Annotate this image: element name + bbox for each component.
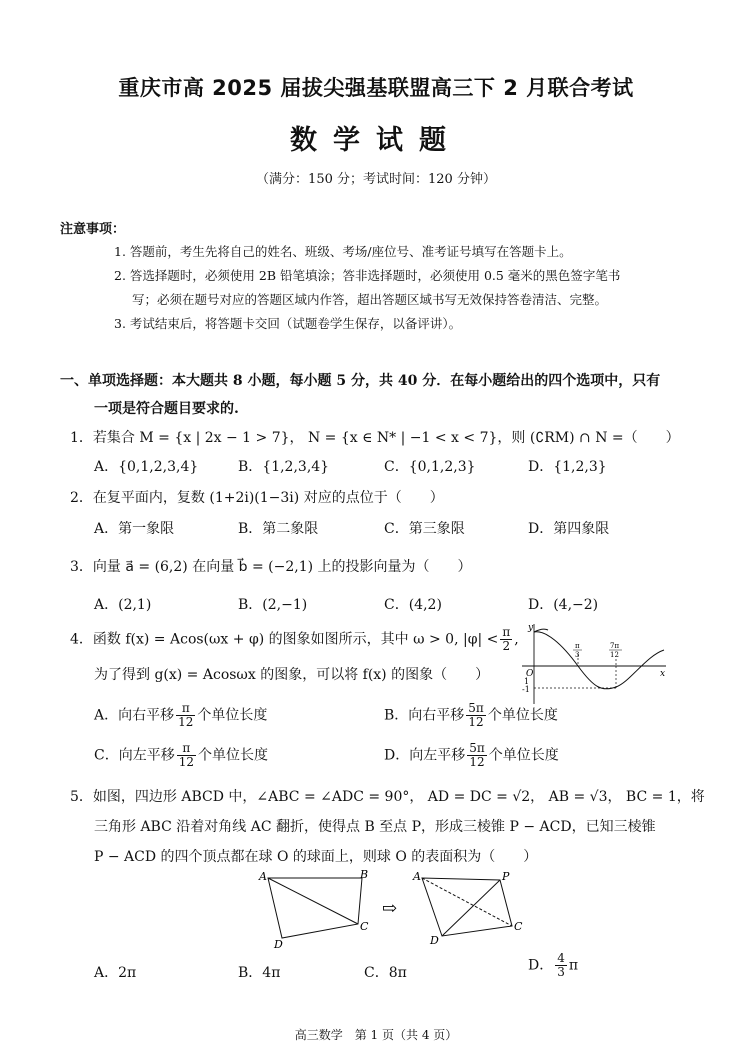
tick1-den: 3: [575, 651, 580, 659]
label-a: A: [259, 870, 267, 883]
q3-option-b: B．(2,−1): [238, 597, 308, 613]
q1-option-b: B．{1,2,3,4}: [238, 459, 330, 475]
frac-den: 2: [502, 639, 511, 653]
tick2-den: 12: [610, 651, 619, 659]
q4d-frac: [467, 742, 487, 769]
frac-num: π: [176, 702, 195, 716]
frac-den: 12: [178, 715, 194, 729]
q4a-frac: [176, 702, 195, 729]
q4d-unit: 个单位长度: [488, 747, 559, 764]
q2-option-c: C．第三象限: [384, 521, 465, 537]
q5-option-b: B．4π: [238, 965, 281, 981]
one-label: 1: [524, 677, 530, 686]
q4-option-a: [94, 702, 267, 729]
question-2-stem: 2．在复平面内，复数 (1+2i)(1−3i) 对应的点位于（ ）: [70, 490, 444, 506]
q5-option-d: [528, 952, 578, 979]
frac-num: 5π: [469, 741, 485, 755]
frac-den: 12: [469, 755, 485, 769]
q3-option-a: A．(2,1): [94, 597, 152, 613]
label-a2: A: [413, 870, 421, 883]
label-d: D: [274, 938, 283, 951]
q4-option-d: [384, 742, 559, 769]
question-5-stem-3: P − ACD 的四个顶点都在球 O 的球面上，则球 O 的表面积为（ ）: [94, 849, 538, 865]
y-label: y: [528, 623, 534, 633]
x-label: x: [660, 669, 666, 679]
q4-pi-over-2: [500, 626, 512, 653]
quad-abcd: [268, 878, 362, 938]
question-4-stem-cont: 为了得到 g(x) = Acosωx 的图象，可以将 f(x) 的图象（ ）: [94, 667, 490, 683]
tick2-num: 7π: [610, 642, 620, 650]
label-p: P: [502, 870, 510, 883]
q5d-pi: π: [568, 957, 579, 974]
q2-option-a: A．第一象限: [94, 521, 175, 537]
question-1-stem: 1．若集合 M = {x | 2x − 1 > 7}， N = {x ∈ N* | −1 < x < 7}，则 (∁RM) ∩ N =（ ）: [70, 430, 680, 446]
frac-num: π: [177, 742, 196, 756]
subject-title: 数学试题: [290, 125, 462, 156]
q4b-label: B．向右平移: [384, 707, 465, 724]
notice-item-1: 1. 答题前，考生先将自己的姓名、班级、考场/座位号、准考证号填写在答题卡上。: [114, 244, 572, 259]
exam-title: 重庆市高 2025 届拔尖强基联盟高三下 2 月联合考试: [118, 76, 634, 100]
q5d-label: D．: [528, 957, 554, 974]
tick1-num: π: [575, 642, 580, 650]
tetra-outline: [422, 878, 512, 936]
q2-option-d: D．第四象限: [528, 521, 610, 537]
frac-den: 12: [468, 715, 484, 729]
notice-item-2-cont: 写；必须在题号对应的答题区域内作答，超出答题区域书写无效保持答卷清洁、完整。: [132, 292, 608, 307]
question-3-stem: 3．向量 a⃗ = (6,2) 在向量 b⃗ = (−2,1) 上的投影向量为（ ）: [70, 559, 472, 575]
q4b-frac: [466, 702, 486, 729]
notice-item-2: 2. 答选择题时，必须使用 2B 铅笔填涂；答非选择题时，必须使用 0.5 毫米的黑色签字笔书: [114, 268, 621, 283]
q4c-frac: [177, 742, 196, 769]
q1-option-d: D．{1,2,3}: [528, 459, 607, 475]
edge-dp: [442, 880, 500, 936]
q4c-unit: 个单位长度: [198, 747, 268, 764]
frac-den: 12: [178, 755, 194, 769]
question-4-stem: 4．函数 f(x) = Acos(ωx + φ) 的图象如图所示，其中 ω > 0, |φ| < $\frac{\pi}{2}$ ,: [70, 625, 519, 653]
q4-option-b: [384, 702, 558, 729]
frac-num: 4: [557, 951, 565, 965]
q4a-unit: 个单位长度: [197, 707, 268, 724]
question-5-stem: 5．如图，四边形 ABCD 中，∠ABC = ∠ADC = 90°， AD = DC = √2， AB = √3， BC = 1，将: [70, 789, 705, 805]
cosine-curve: [534, 632, 664, 689]
page-footer: 高三数学 第 1 页（共 4 页）: [294, 1028, 458, 1042]
exam-meta: （满分：150 分；考试时间：120 分钟）: [256, 172, 496, 187]
origin-label: O: [526, 669, 534, 679]
q5-folding-figure: [256, 866, 536, 954]
q4d-label: D．向左平移: [384, 747, 466, 764]
q5-option-c: C．8π: [364, 965, 407, 981]
label-d2: D: [430, 934, 439, 947]
notice-heading: 注意事项：: [60, 222, 126, 237]
section-heading: 一、单项选择题：本大题共 8 小题，每小题 5 分，共 40 分．在每小题给出的四个选项中，只有: [60, 373, 661, 389]
q4-stem-text: 4．函数 f(x) = Acos(ωx + φ) 的图象如图所示，其中 ω > 0, |φ| <: [70, 631, 499, 648]
q4c-label: C．向左平移: [94, 747, 175, 764]
q2-option-b: B．第二象限: [238, 521, 319, 537]
edge-ac-hidden: [422, 878, 512, 926]
notice-item-3: 3. 考试结束后，将答题卡交回（试题卷学生保存，以备评讲）。: [114, 316, 462, 331]
label-c2: C: [514, 920, 523, 933]
frac-num: π: [502, 625, 511, 639]
frac-den: 3: [557, 965, 565, 979]
question-5-stem-2: 三角形 ABC 沿着对角线 AC 翻折，使得点 B 至点 P，形成三棱锥 P − ACD，已知三棱锥: [94, 819, 656, 835]
diagonal-ac: [268, 878, 358, 924]
q4-option-c: [94, 742, 268, 769]
q5-option-a: A．2π: [94, 965, 137, 981]
label-b: B: [360, 868, 369, 881]
transform-arrow-icon: ⇨: [382, 898, 398, 919]
q5d-frac: [555, 952, 567, 979]
q3-option-d: D．(4,−2): [528, 597, 599, 613]
section-heading-cont: 一项是符合题目要求的.: [94, 401, 239, 417]
q4a-label: A．向右平移: [94, 707, 175, 724]
neg-one-label: -1: [522, 685, 530, 694]
q1-option-c: C．{0,1,2,3}: [384, 459, 476, 475]
frac-num: 5π: [468, 701, 484, 715]
q4b-unit: 个单位长度: [487, 707, 558, 724]
q3-option-c: C．(4,2): [384, 597, 442, 613]
label-c: C: [360, 920, 369, 933]
q1-option-a: A．{0,1,2,3,4}: [94, 459, 199, 475]
q4-cosine-graph: [518, 620, 670, 708]
